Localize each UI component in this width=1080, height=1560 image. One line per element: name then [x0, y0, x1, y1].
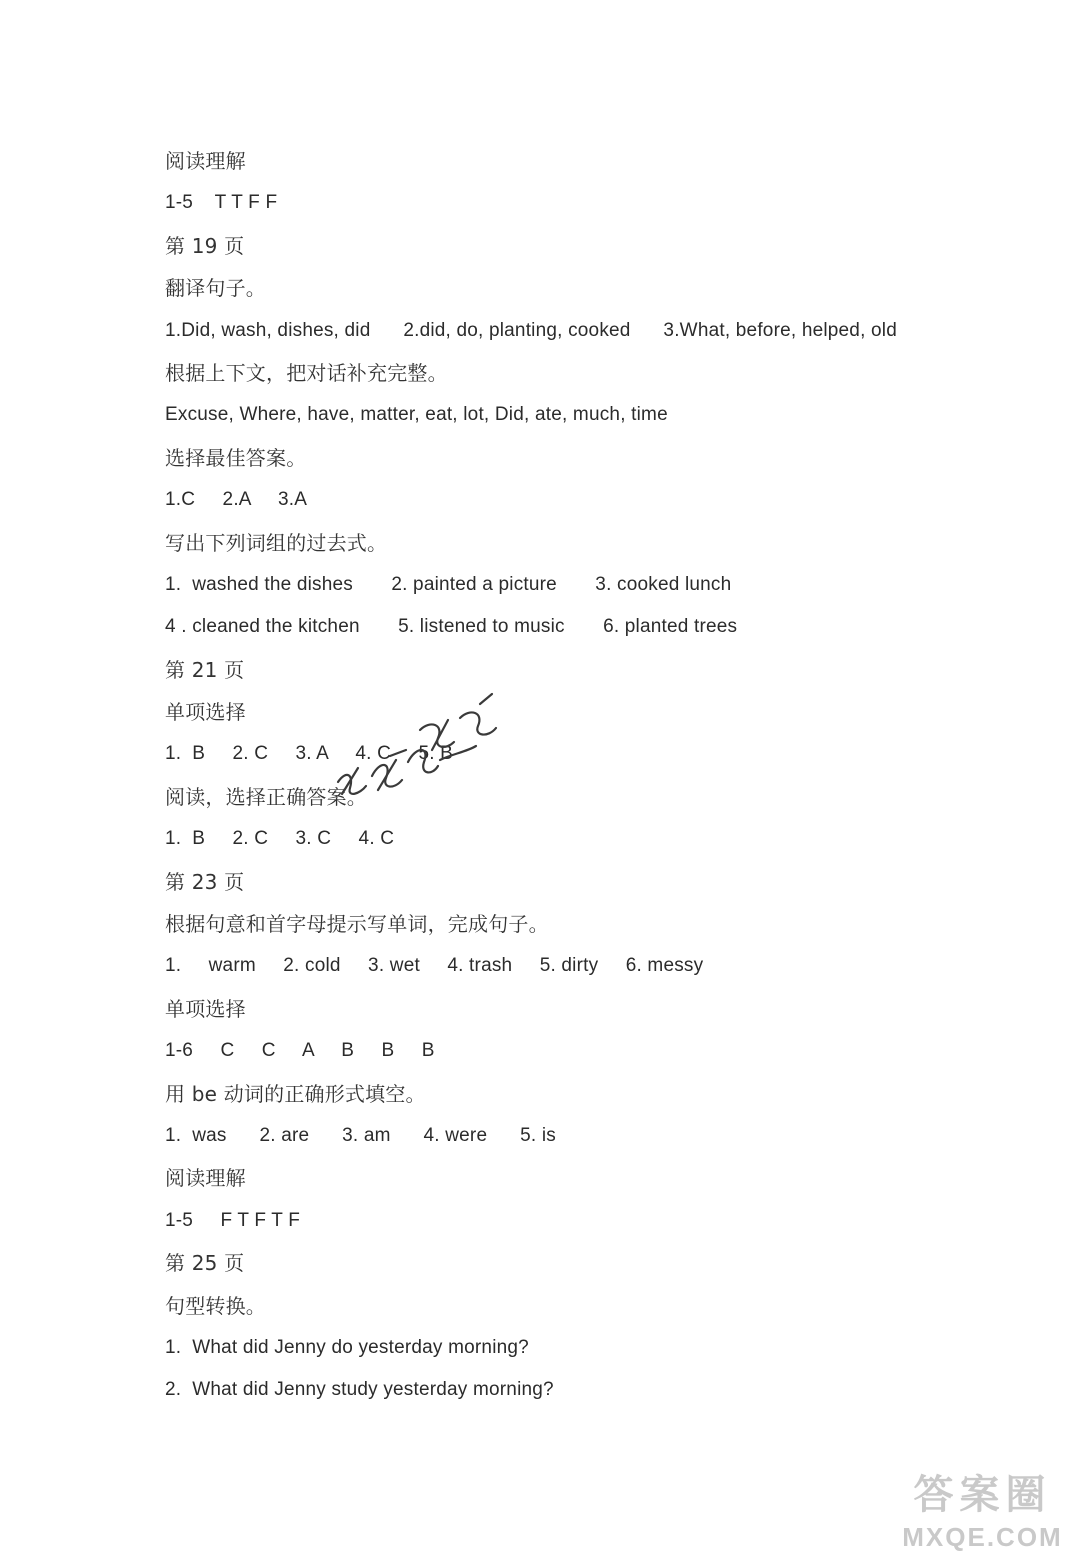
- page-heading-23: 第 23 页: [165, 869, 245, 894]
- answer-line: 1-6 C C A B B B: [165, 1040, 435, 1062]
- section-heading-write-words: 根据句意和首字母提示写单词，完成句子。: [165, 912, 549, 937]
- answer-line: 4 . cleaned the kitchen 5. listened to music 6. planted trees: [165, 616, 738, 638]
- answer-line: 1.C 2.A 3.A: [165, 489, 308, 511]
- section-heading-reading-comprehension: 阅读理解: [165, 149, 246, 173]
- section-heading-be-verb: 用 be 动词的正确形式填空。: [165, 1081, 426, 1106]
- page-heading-21: 第 21 页: [165, 657, 245, 682]
- answer-line: 1.Did, wash, dishes, did 2.did, do, planting, cooked 3.What, before, helped, old: [165, 319, 897, 341]
- answer-line: 1. What did Jenny do yesterday morning?: [165, 1336, 529, 1358]
- answer-line: 1-5 T T F F: [165, 192, 278, 214]
- answer-line: 1-5 F T F T F: [165, 1209, 301, 1231]
- section-heading-past-tense: 写出下列词组的过去式。: [165, 530, 388, 555]
- page-heading-25: 第 25 页: [165, 1251, 245, 1276]
- section-heading-read-choose: 阅读，选择正确答案。: [165, 784, 367, 809]
- answer-line: Excuse, Where, have, matter, eat, lot, Did, ate, much, time: [165, 404, 668, 426]
- section-heading-sentence-transform: 句型转换。: [165, 1293, 266, 1318]
- answer-list: [165, 140, 1025, 1412]
- page-heading-19: 第 19 页: [165, 233, 245, 258]
- section-heading-complete-dialogue: 根据上下文，把对话补充完整。: [165, 360, 448, 385]
- answer-line: 1. warm 2. cold 3. wet 4. trash 5. dirty 6. messy: [165, 955, 704, 977]
- answer-line: 1. was 2. are 3. am 4. were 5. is: [165, 1124, 556, 1146]
- section-heading-single-choice: 单项选择: [165, 996, 246, 1021]
- watermark-logo: [895, 1470, 1070, 1555]
- answer-line: 1. B 2. C 3. C 4. C: [165, 828, 395, 850]
- section-heading-translate: 翻译句子。: [165, 276, 266, 301]
- watermark-url: MXQE.COM: [902, 1522, 1063, 1552]
- section-heading-single-choice: 单项选择: [165, 700, 246, 725]
- section-heading-reading-comprehension: 阅读理解: [165, 1166, 246, 1191]
- answer-line: 1. washed the dishes 2. painted a picture 3. cooked lunch: [165, 573, 732, 595]
- section-heading-best-answer: 选择最佳答案。: [165, 445, 307, 470]
- answer-line: 1. B 2. C 3. A 4. C 5. B: [165, 743, 454, 765]
- answer-line: 2. What did Jenny study yesterday morning?: [165, 1379, 554, 1401]
- watermark-title: 答案圈: [913, 1472, 1052, 1518]
